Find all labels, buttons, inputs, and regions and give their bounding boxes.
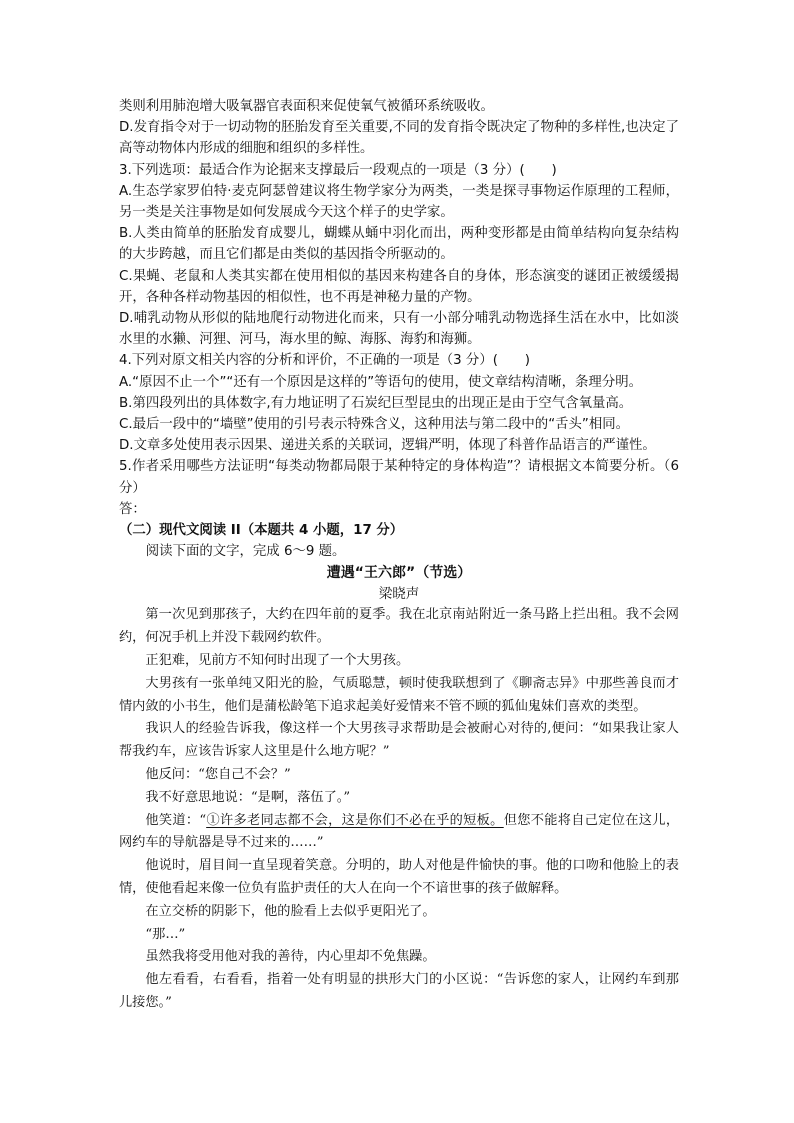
story-paragraph: 第一次见到那孩子，大约在四年前的夏季。我在北京南站附近一条马路上拦出租。我不会网约，何况手机上并没下载网约软件。 (119, 607, 679, 646)
q3-stem: 3.下列选项：最适合作为论据来支撑最后一段观点的一项是（3 分）( ) (119, 162, 557, 178)
story-paragraph: 我不好意思地说：“是啊，落伍了。” (145, 789, 351, 805)
instruction: 阅读下面的文字，完成 6～9 题。 (145, 544, 346, 560)
q4-option-b: B.第四段列出的具体数字,有力地证明了石炭纪巨型昆虫的出现正是由于空气含氧量高。 (119, 395, 633, 411)
q5-stem: 5.作者采用哪些方法证明“每类动物都局限于某种特定的身体构造”？请根据文本简要分析。（6 分） (119, 459, 679, 496)
story-paragraph: 正犯难，见前方不知何时出现了一个大男孩。 (145, 653, 410, 669)
story-paragraph: “那…” (145, 926, 186, 942)
q3-option-d: D.哺乳动物从形似的陆地爬行动物进化而来，只有一小部分哺乳动物选择生活在水中，比如淡水里的水獭、河狸、河马，海水里的鲸、海豚、海豹和海狮。 (119, 311, 679, 348)
q4-option-a: A.“原因不止一个”“还有一个原因是这样的”等语句的使用，使文章结构清晰，条理分明。 (119, 374, 642, 390)
story-paragraph: 虽然我将受用他对我的善待，内心里却不免焦躁。 (145, 949, 436, 965)
q3-option-b: B.人类由简单的胚胎发育成婴儿，蝴蝶从蛹中羽化而出，两种变形都是由简单结构向复杂结构的大步跨越，而且它们都是由类似的基因指令所驱动的。 (119, 226, 679, 263)
story-author: 梁晓声 (378, 586, 420, 603)
section-heading: （二）现代文阅读 II（本题共 4 小题，17 分） (119, 523, 404, 539)
q3-option-c: C.果蝇、老鼠和人类其实都在使用相似的基因来构建各自的身体，形态演变的谜团正被缓缓揭开，各种各样动物基因的相似性，也不再是神秘力量的产物。 (119, 268, 679, 305)
story-paragraph: 他反问：“您自己不会？” (145, 767, 291, 783)
story-title: 遭遇“王六郎”（节选） (326, 565, 472, 582)
story-paragraph: 我识人的经验告诉我，像这样一个大男孩寻求帮助是会被耐心对待的,便问：“如果我让家人帮我约车，应该告诉家人这里是什么地方呢？” (119, 721, 679, 760)
story-body (119, 604, 679, 1014)
story-paragraph: 在立交桥的阴影下，他的脸看上去似乎更阳光了。 (145, 903, 436, 919)
q4-option-d: D.文章多处使用表示因果、递进关系的关联词，逻辑严明，体现了科普作品语言的严谨性。 (119, 438, 656, 454)
story-paragraph: 他说时，眉目间一直呈现着笑意。分明的，助人对他是件愉快的事。他的口吻和他脸上的表情，使他看起来像一位负有监护责任的大人在向一个不谙世事的孩子做解释。 (119, 858, 679, 897)
story-paragraph (119, 810, 679, 856)
q4-stem: 4.下列对原文相关内容的分析和评价，不正确的一项是（3 分）( ) (119, 353, 530, 369)
story-paragraph: 他左看看，右看看，指着一处有明显的拱形大门的小区说：“告诉您的家人，让网约车到那儿接您。” (119, 972, 679, 1011)
q3-option-a: A.生态学家罗伯特·麦克阿瑟曾建议将生物学家分为两类，一类是探寻事物运作原理的工程师，另一类是关注事物是如何发展成今天这个样子的史学家。 (119, 183, 679, 221)
story-text: 他笑道：“ (145, 812, 207, 828)
q4-option-c: C.最后一段中的“墙壁”使用的引号表示特殊含义，这种用法与第二段中的“舌头”相同。 (119, 417, 630, 433)
story-paragraph: 大男孩有一张单纯又阳光的脸，气质聪慧，顿时使我联想到了《聊斋志异》中那些善良而才情内敛的小书生，他们是蒲松龄笔下追求起美好爱情来不管不顾的狐仙鬼妹们喜欢的类型。 (119, 675, 679, 714)
text-line: 类则利用肺泡增大吸氧器官表面积来促使氧气被循环系统吸收。 (119, 99, 494, 114)
q2-option-d: D.发育指令对于一切动物的胚胎发育至关重要,不同的发育指令既决定了物种的多样性,也决定了高等动物体内形成的细胞和组织的多样性。 (119, 120, 679, 157)
answer-label: 答： (119, 501, 146, 517)
underlined-sentence-1: ①许多老同志都不会，这是你们不必在乎的短板。 (206, 812, 504, 828)
page-content (119, 96, 679, 1015)
story-text: 但您不能将自己定位在这儿，网约车的导航器是导不过来的……” (119, 812, 680, 851)
